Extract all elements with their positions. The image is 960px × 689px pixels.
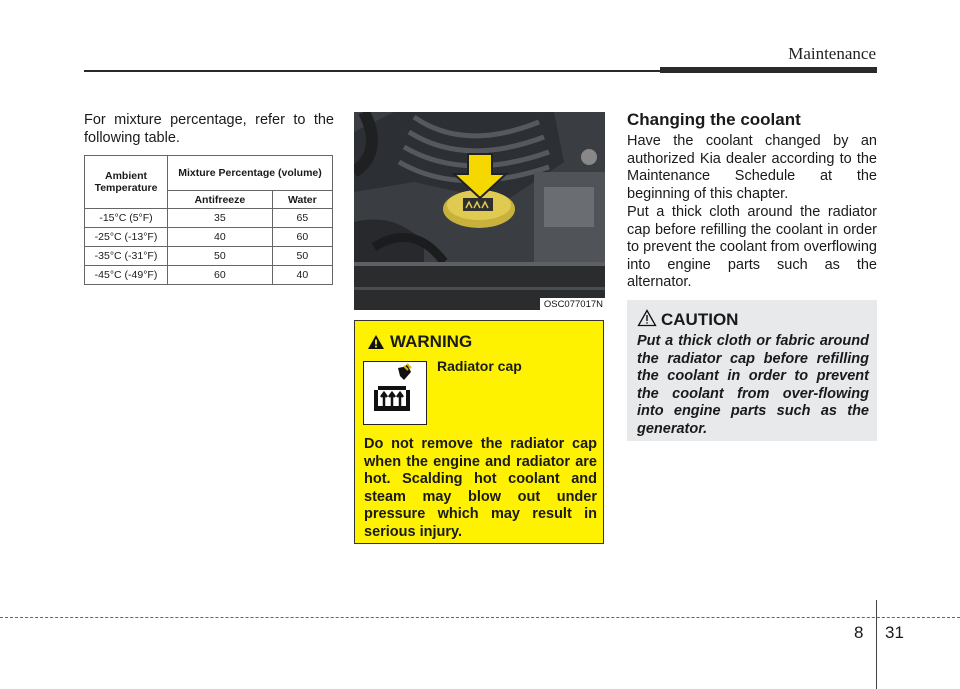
cell-water: 50: [272, 247, 332, 266]
cell-antifreeze: 40: [168, 228, 273, 247]
paragraph-1: Have the coolant changed by an authorized Kia dealer according to the Maintenance Schedule at the beginning of this chapter.: [627, 133, 877, 202]
table-row: [85, 209, 333, 228]
hot-radiator-symbol-icon: [363, 361, 427, 425]
cell-temperature: -15°C (5°F): [85, 209, 168, 228]
warning-subtitle: Radiator cap: [437, 358, 522, 374]
warning-box: [354, 320, 604, 544]
header-antifreeze: Antifreeze: [168, 191, 273, 209]
table-row: [85, 247, 333, 266]
cell-temperature: -45°C (-49°F): [85, 266, 168, 285]
cell-water: 65: [272, 209, 332, 228]
header-mixture-percentage: Mixture Percentage (volume): [168, 156, 333, 191]
caution-triangle-icon: [637, 309, 657, 327]
section-title: Changing the coolant: [627, 110, 801, 129]
engine-bay-photo: [354, 112, 605, 310]
caution-box: [627, 300, 877, 441]
chapter-number: 8: [854, 623, 864, 642]
header-ambient-temperature: Ambient Temperature: [85, 156, 168, 209]
header-water: Water: [272, 191, 332, 209]
cell-temperature: -25°C (-13°F): [85, 228, 168, 247]
warning-triangle-icon: [367, 334, 385, 350]
header-rule-bar: [660, 67, 877, 73]
footer-rule: [0, 617, 960, 618]
mixture-table: [84, 155, 333, 285]
section-header-title: Maintenance: [788, 44, 876, 63]
caution-title: CAUTION: [661, 310, 739, 329]
cell-antifreeze: 60: [168, 266, 273, 285]
warning-text: Do not remove the radiator cap when the engine and radiator are hot. Scalding hot coolant and steam may blow out under pressure which may result in serious injury.: [364, 436, 597, 540]
table-row: [85, 266, 333, 285]
footer-divider: [876, 600, 877, 689]
warning-title: WARNING: [390, 332, 473, 351]
intro-text: For mixture percentage, refer to the following table.: [84, 112, 334, 146]
header-rule: [84, 70, 660, 72]
radiator-cap-illustration: [354, 112, 605, 310]
paragraph-2: Put a thick cloth around the radiator cap before refilling the coolant in order to prevent the coolant from overflowing into engine parts such as the alternator.: [627, 204, 877, 290]
cell-temperature: -35°C (-31°F): [85, 247, 168, 266]
cell-antifreeze: 35: [168, 209, 273, 228]
cell-water: 40: [272, 266, 332, 285]
cell-water: 60: [272, 228, 332, 247]
caution-text: Put a thick cloth or fabric around the radiator cap before refilling the coolant in order to prevent the coolant from over-flowing into engine parts such as the generator.: [637, 333, 869, 437]
table-row: [85, 228, 333, 247]
photo-caption: OSC077017N: [540, 298, 605, 310]
page-number: 31: [885, 623, 904, 642]
cell-antifreeze: 50: [168, 247, 273, 266]
